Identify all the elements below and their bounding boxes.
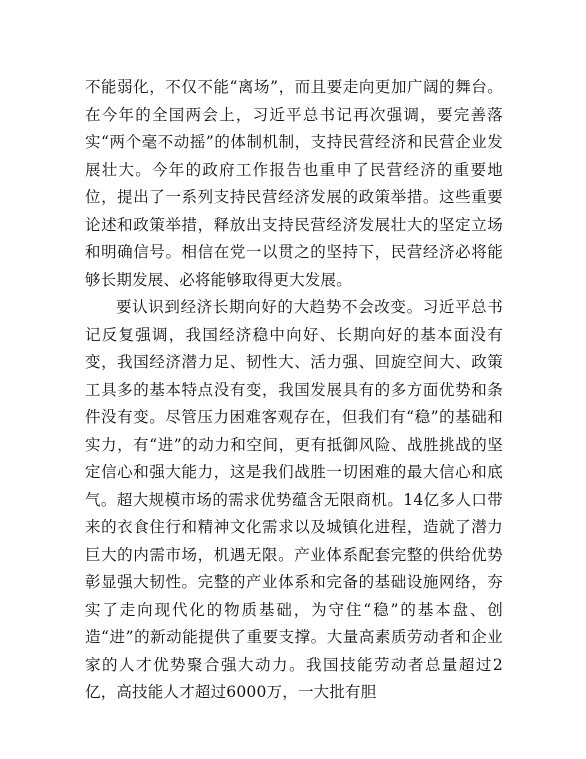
body-text: [85, 74, 503, 707]
paragraph-1: 不能弱化，不仅不能“离场”，而且要走向更加广阔的舞台。在今年的全国两会上，习近平总书记再次强调，要完善落实“两个毫不动摇”的体制机制，支持民营经济和民营企业发展壮大。今年的政府工作报告也重申了民营经济的重要地位，提出了一系列支持民营经济发展的政策举措。这些重要论述和政策举措，释放出支持民营经济发展壮大的坚定立场和明确信号。相信在党一以贯之的坚持下，民营经济必将能够长期发展、必将能够取得更大发展。: [85, 78, 503, 289]
paragraph-2: 要认识到经济长期向好的大趋势不会改变。习近平总书记反复强调，我国经济稳中向好、长期向好的基本面没有变，我国经济潜力足、韧性大、活力强、回旋空间大、政策工具多的基本特点没有变，我国发展具有的多方面优势和条件没有变。尽管压力困难客观存在，但我们有“稳”的基础和实力，有“进”的动力和空间，更有抵御风险、战胜挑战的坚定信心和强大能力，这是我们战胜一切困难的最大信心和底气。超大规模市场的需求优势蕴含无限商机。14亿多人口带来的衣食住行和精神文化需求以及城镇化进程，造就了潜力巨大的内需市场，机遇无限。产业体系配套完整的供给优势彰显强大韧性。完整的产业体系和完备的基础设施网络，夯实了走向现代化的物质基础，为守住“稳”的基本盘、创造“进”的新动能提供了重要支撑。大量高素质劳动者和企业家的人才优势聚合强大动力。我国技能劳动者总量超过2亿，高技能人才超过6000万，一大批有胆: [85, 298, 503, 701]
